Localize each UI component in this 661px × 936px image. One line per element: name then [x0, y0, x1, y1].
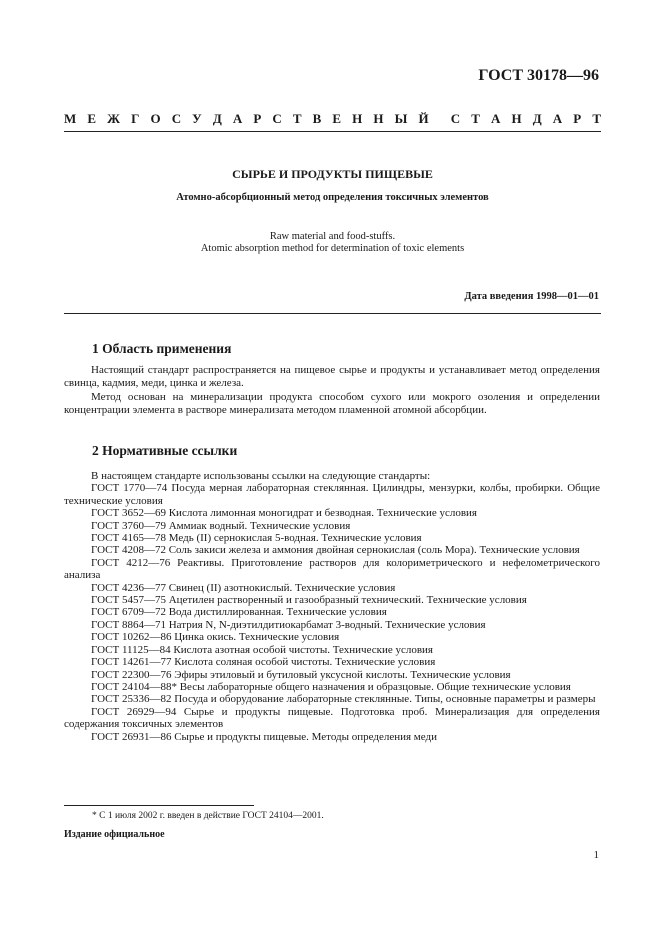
gost-number: ГОСТ 30178—96 — [478, 67, 599, 84]
reference-item: ГОСТ 8864—71 Натрия N, N-диэтилдитиокарбамат 3-водный. Технические условия — [91, 618, 486, 631]
reference-item: ГОСТ 3652—69 Кислота лимонная моногидрат и безводная. Технические условия — [91, 507, 477, 520]
banner-letter: Т — [471, 111, 480, 126]
reference-item: ГОСТ 6709—72 Вода дистиллированная. Технические условия — [91, 606, 387, 619]
references-list — [64, 470, 600, 743]
banner-letter: Е — [332, 111, 342, 126]
banner-letter: Т — [292, 111, 302, 126]
section-1-paragraph: Метод основан на минерализации продукта способом сухого или мокрого озоления и определении концентрации элемента в растворе минерализата методом пламенной атомной абсорбции. — [64, 390, 600, 416]
references-intro: В настоящем стандарте использованы ссылки на следующие стандарты: — [91, 470, 431, 482]
banner-letter: Ж — [107, 111, 120, 126]
reference-item: ГОСТ 14261—77 Кислота соляная особой чистоты. Технические условия — [91, 656, 436, 669]
document-subtitle: Атомно-абсорбционный метод определения токсичных элементов — [176, 192, 489, 203]
footnote-rule — [64, 805, 254, 806]
english-title-line-2: Atomic absorption method for determination of toxic elements — [200, 243, 465, 254]
reference-item: ГОСТ 4208—72 Соль закиси железа и аммония двойная сернокислая (соль Мора). Технические условия — [91, 544, 580, 557]
banner-letter: А — [552, 111, 563, 126]
reference-item: ГОСТ 11125—84 Кислота азотная особой чистоты. Технические условия — [91, 643, 433, 656]
reference-item: ГОСТ 1770—74 Посуда мерная лабораторная стеклянная. Цилиндры, мензурки, колбы, пробирки. Общие технические условия — [64, 482, 600, 507]
english-title-line-1: Raw material and food-stuffs. — [269, 231, 396, 242]
english-title — [64, 231, 601, 255]
banner-letter: Т — [592, 111, 601, 126]
banner-letter: С — [450, 111, 461, 126]
reference-item: ГОСТ 4165—78 Медь (II) сернокислая 5-водная. Технические условия — [91, 532, 422, 545]
introduction-date: Дата введения 1998—01—01 — [464, 291, 599, 302]
banner-letter: Р — [573, 111, 582, 126]
reference-item: ГОСТ 22300—76 Эфиры этиловый и бутиловый уксусной кислоты. Технические условия — [91, 668, 511, 681]
header-rule — [64, 131, 601, 132]
reference-item: ГОСТ 3760—79 Аммиак водный. Технические условия — [91, 519, 351, 532]
banner-letter: Н — [511, 111, 522, 126]
banner-letter: М — [64, 111, 77, 126]
banner-letter: А — [232, 111, 243, 126]
banner-letter: Е — [87, 111, 97, 126]
section-1-body — [64, 364, 600, 417]
banner-letter: Г — [131, 111, 140, 126]
section-1-paragraph: Настоящий стандарт распространяется на пищевое сырье и продукты и устанавливает метод определения свинца, кадмия, меди, цинка и железа. — [64, 364, 600, 390]
reference-item: ГОСТ 24104—88* Весы лабораторные общего назначения и образцовые. Общие технические условия — [91, 680, 571, 693]
reference-item: ГОСТ 4212—76 Реактивы. Приготовление растворов для колориметрического и нефелометрического анализа — [64, 556, 600, 582]
banner-letter: О — [150, 111, 161, 126]
banner-letter: Д — [532, 111, 542, 126]
date-rule — [64, 313, 601, 314]
banner-letter: Д — [212, 111, 222, 126]
reference-item: ГОСТ 10262—86 Цинка окись. Технические условия — [91, 631, 340, 644]
banner-letter: Н — [352, 111, 363, 126]
banner-letter: У — [192, 111, 202, 126]
reference-item: ГОСТ 5457—75 Ацетилен растворенный и газообразный технический. Технические условия — [91, 594, 527, 607]
banner-letter: Й — [418, 111, 429, 126]
reference-item: ГОСТ 26931—86 Сырье и продукты пищевые. Методы определения меди — [91, 730, 437, 743]
banner-letter: С — [171, 111, 182, 126]
section-2-heading: 2 Нормативные ссылки — [92, 443, 238, 458]
footnote: * С 1 июля 2002 г. введен в действие ГОСТ 24104—2001. — [92, 811, 324, 821]
reference-item: ГОСТ 4236—77 Свинец (II) азотнокислый. Технические условия — [91, 581, 396, 594]
section-1-heading: 1 Область применения — [92, 341, 232, 356]
banner-letter: А — [491, 111, 501, 126]
banner-letter: Ы — [394, 111, 408, 126]
banner-letter: Н — [373, 111, 384, 126]
banner-letter: Р — [253, 111, 262, 126]
reference-item: ГОСТ 26929—94 Сырье и продукты пищевые. Подготовка проб. Минерализация для определения содержания токсичных элементов — [64, 705, 600, 731]
banner-letter: С — [272, 111, 282, 126]
document-title: СЫРЬЕ И ПРОДУКТЫ ПИЩЕВЫЕ — [232, 167, 433, 181]
official-edition-label: Издание официальное — [64, 829, 165, 840]
banner-letter: В — [312, 111, 322, 126]
page-number: 1 — [593, 849, 599, 861]
reference-item: ГОСТ 25336—82 Посуда и оборудование лабораторные стеклянные. Типы, основные параметры и размеры — [91, 693, 596, 706]
interstate-standard-banner — [64, 111, 601, 127]
